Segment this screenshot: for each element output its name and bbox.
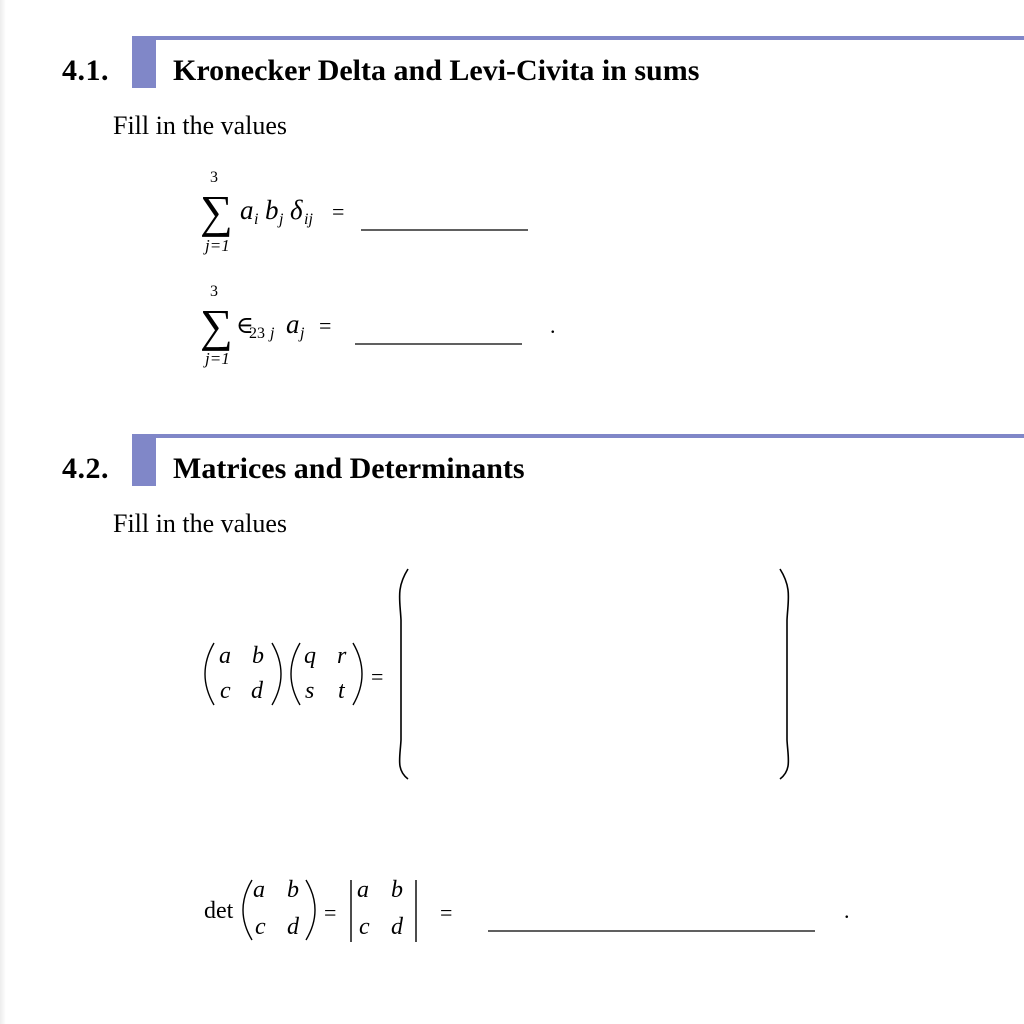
matrix-entry: d [391, 914, 403, 940]
right-paren [272, 643, 281, 705]
term-a: a [240, 195, 254, 225]
matrix-entry: t [338, 678, 345, 704]
matrix-entry: b [252, 643, 264, 669]
period: . [844, 898, 850, 923]
matrix-entry: c [255, 914, 266, 940]
equation-kronecker-sum [200, 169, 528, 255]
sum-upper-limit: 3 [210, 169, 218, 186]
section-title: Kronecker Delta and Levi-Civita in sums [173, 54, 700, 87]
term-b: b [265, 195, 279, 225]
equation-levi-civita-sum [200, 283, 556, 368]
matrix-entry: c [359, 914, 370, 940]
left-paren [243, 880, 252, 940]
matrix-entry: q [304, 643, 316, 669]
left-paren [205, 643, 214, 705]
matrix-product-equation [205, 569, 788, 779]
summation-symbol: ∑ [200, 186, 233, 237]
term-epsilon: ∈ [236, 313, 254, 339]
subscript-j: j [270, 325, 275, 342]
right-paren [306, 880, 315, 940]
equals-sign: = [371, 664, 384, 689]
matrix-entry: r [337, 643, 347, 669]
subscript-ij: ij [304, 211, 313, 228]
equals-sign: = [440, 900, 453, 925]
answer-right-paren [780, 569, 788, 779]
section-number: 4.2. [62, 452, 109, 485]
equals-sign: = [324, 900, 337, 925]
determinant-equation [204, 877, 850, 942]
equals-sign: = [332, 199, 345, 224]
matrix-entry: s [305, 678, 315, 704]
subscript-i: i [254, 211, 259, 228]
matrix-entry: b [287, 877, 299, 903]
term-delta: δ [290, 195, 303, 225]
sum-lower-limit: j=1 [205, 349, 230, 368]
sum-upper-limit: 3 [210, 283, 218, 300]
section-title: Matrices and Determinants [173, 452, 525, 485]
matrix-entry: b [391, 877, 403, 903]
det-label: det [204, 898, 234, 924]
subscript-j: j [300, 325, 305, 342]
matrix-entry: d [287, 914, 299, 940]
section-number: 4.1. [62, 54, 109, 87]
term-a: a [286, 309, 300, 339]
sum-lower-limit: j=1 [205, 236, 230, 255]
matrix-entry: a [357, 877, 369, 903]
matrix-entry: c [220, 678, 231, 704]
instruction-text: Fill in the values [113, 509, 288, 538]
period: . [550, 313, 556, 338]
right-paren [353, 643, 362, 705]
answer-left-paren [400, 569, 408, 779]
instruction-text: Fill in the values [113, 111, 288, 140]
summation-symbol: ∑ [200, 300, 233, 351]
subscript-23: 23 [249, 325, 265, 342]
matrix-entry: d [251, 678, 263, 704]
equals-sign: = [319, 313, 332, 338]
matrix-entry: a [253, 877, 265, 903]
left-paren [291, 643, 300, 705]
matrix-entry: a [219, 643, 231, 669]
subscript-j: j [279, 211, 284, 228]
